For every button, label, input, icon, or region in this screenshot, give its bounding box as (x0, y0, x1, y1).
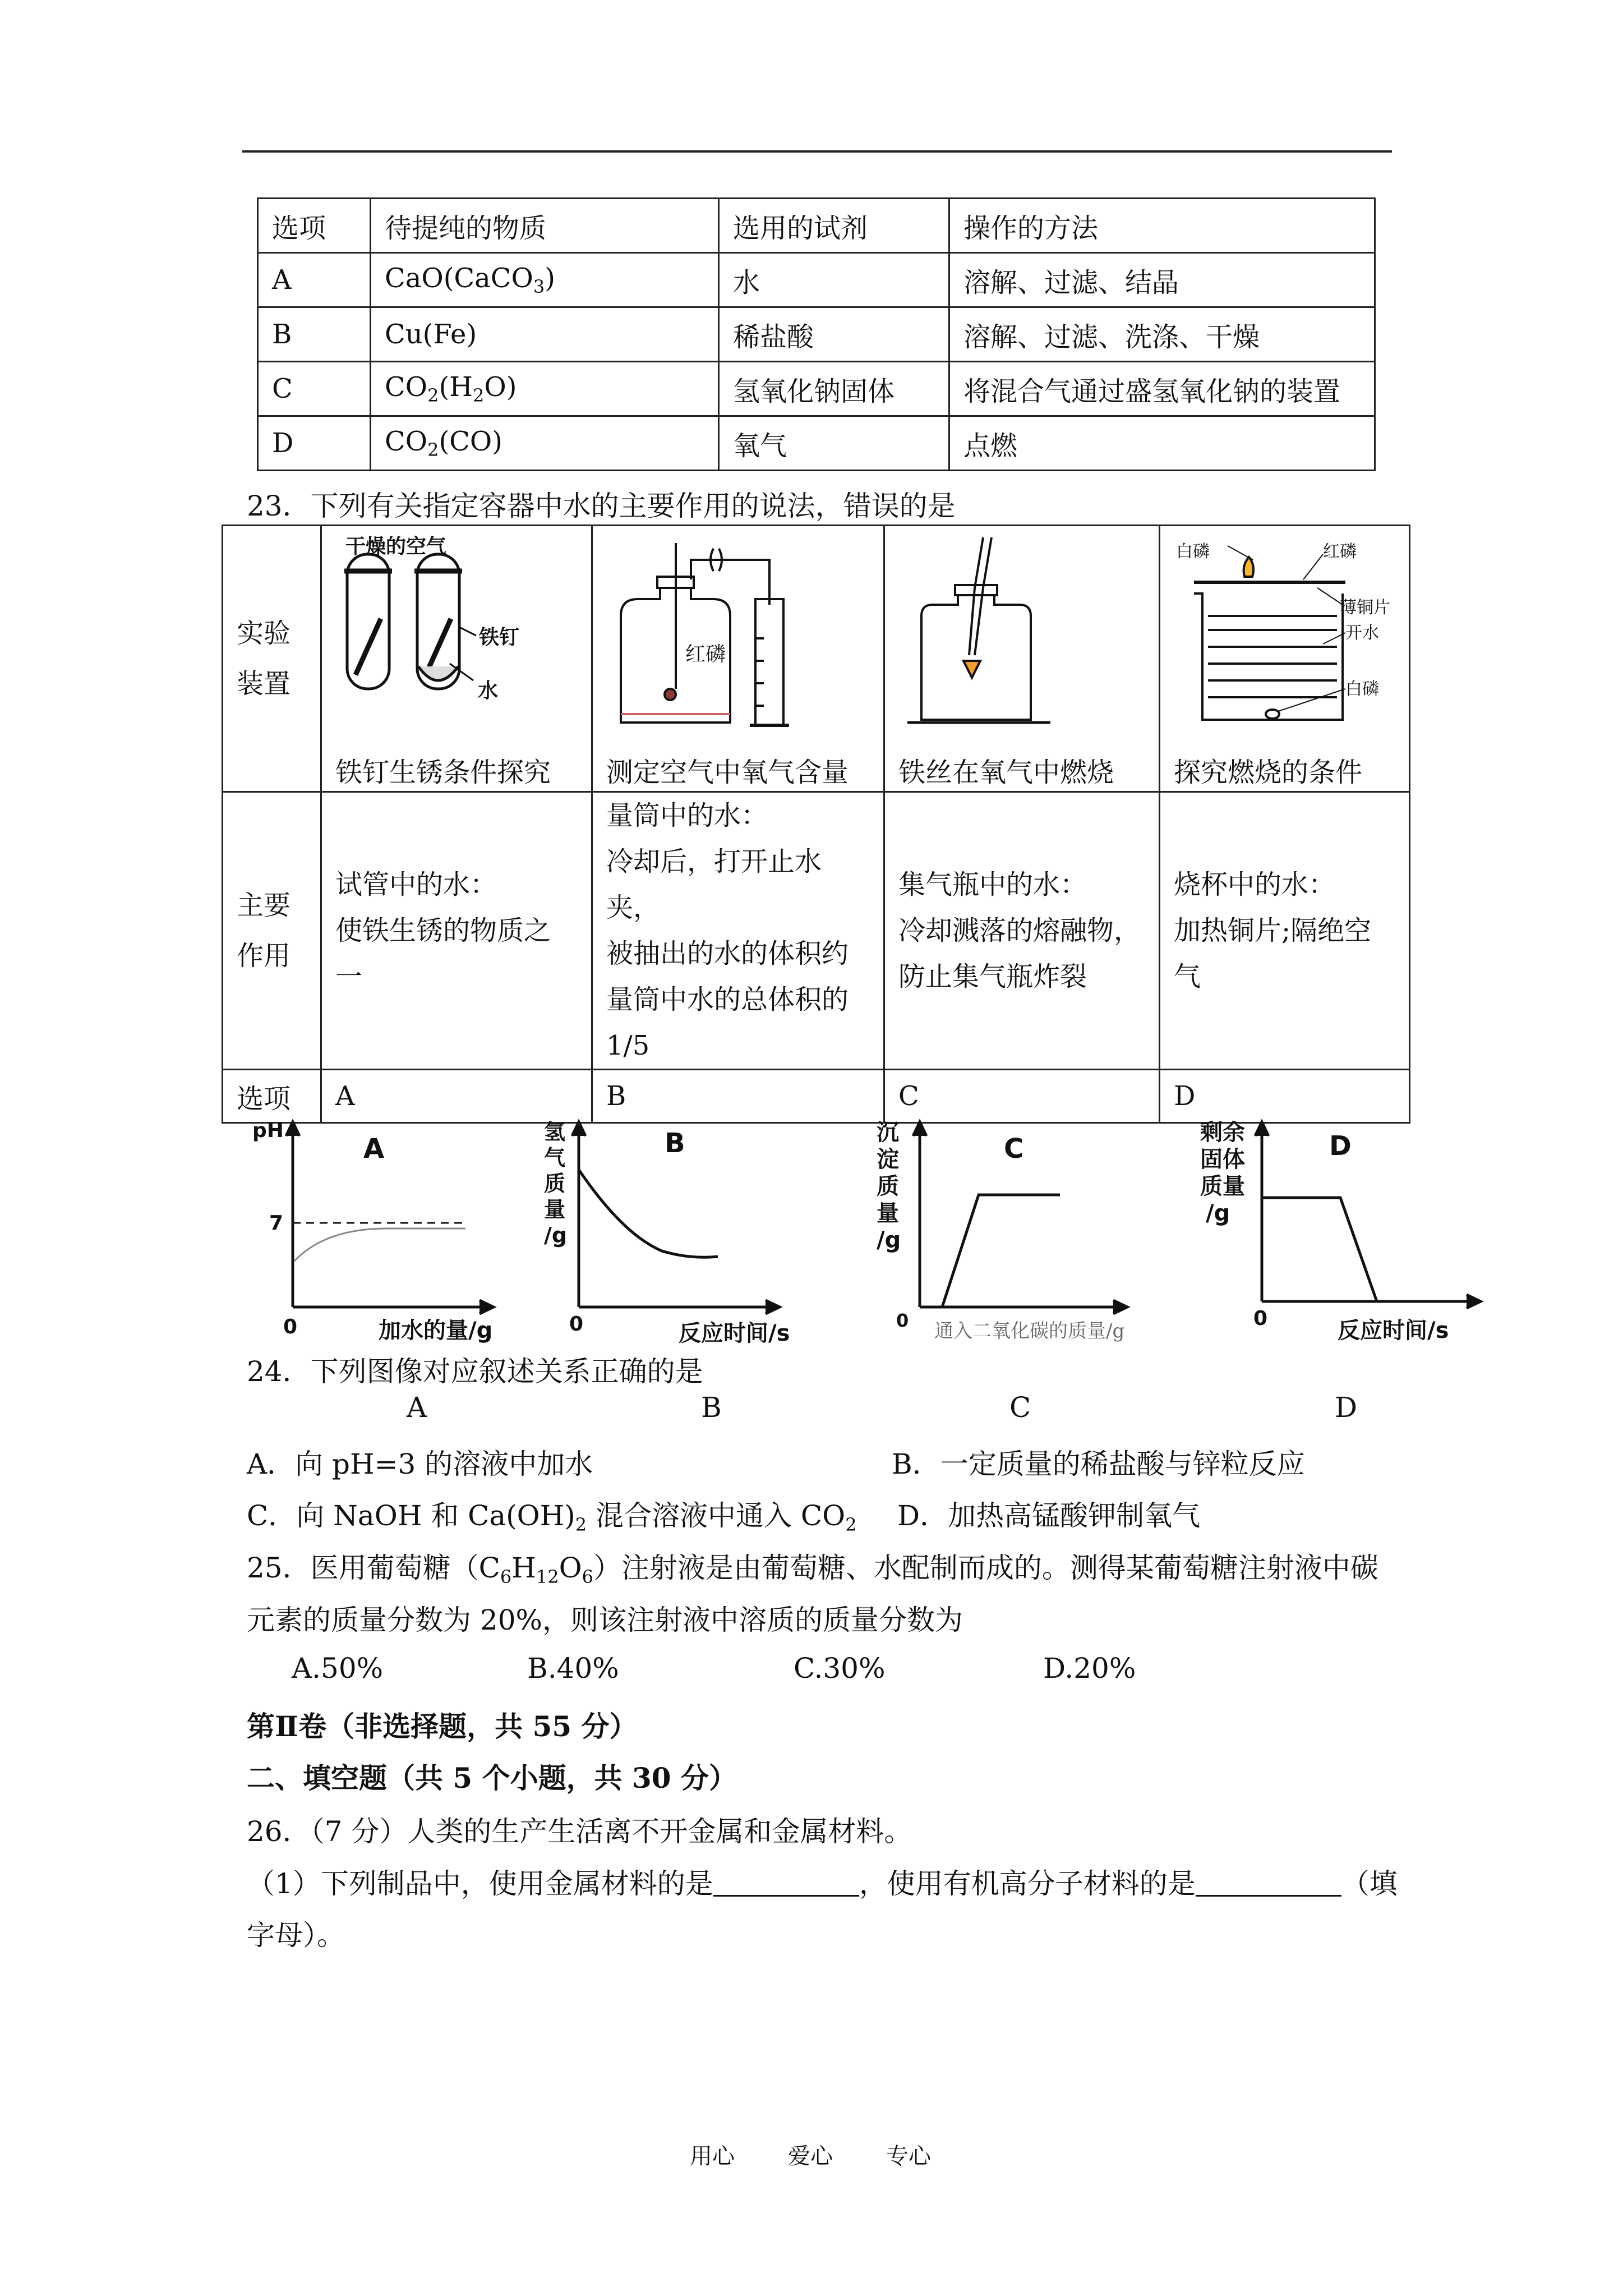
experiment-name: 探究燃烧的条件 (1174, 757, 1363, 788)
q24-graphs (241, 1116, 1503, 1352)
section-part2: 第Ⅱ卷（非选择题，共 55 分） (247, 1710, 638, 1743)
option-cell: C (884, 1070, 1160, 1123)
graph-b-xlabel: 反应时间/s (679, 1320, 790, 1346)
table-row (258, 362, 1375, 416)
row-label: 主要 作用 (223, 792, 321, 1070)
graph-a-ylabel: pH (252, 1119, 284, 1142)
option-cell: D (258, 416, 371, 471)
experiment-name: 测定空气中氧气含量 (606, 757, 849, 788)
oxygen-measure-figure (593, 526, 884, 751)
option-cell: A (321, 1070, 592, 1123)
option-row (223, 1070, 1410, 1123)
test-tube-figure (322, 526, 585, 751)
q23-stem: 23．下列有关指定容器中水的主要作用的说法，错误的是 (247, 490, 956, 522)
apparatus-cell-d (1160, 526, 1410, 792)
row-label: 实验 装置 (223, 526, 321, 792)
apparatus-cell-b (592, 526, 884, 792)
experiment-name: 铁钉生锈条件探究 (335, 757, 551, 788)
graph-d-title: D (1329, 1130, 1352, 1162)
section-fill: 二、填空题（共 5 个小题，共 30 分） (247, 1761, 737, 1795)
q24-option-d: D．加热高锰酸钾制氧气 (897, 1499, 1201, 1532)
graph-a-origin: 0 (283, 1315, 298, 1338)
header-cell: 选用的试剂 (719, 199, 949, 253)
table-row (258, 307, 1375, 362)
apparatus-cell-c (884, 526, 1160, 792)
method-cell: 溶解、过滤、洗涤、干燥 (949, 307, 1375, 362)
graph-c-title: C (1004, 1133, 1024, 1165)
reagent-cell: 水 (719, 253, 949, 307)
graph-d-xlabel: 反应时间/s (1338, 1318, 1449, 1343)
apparatus-cell-a (321, 526, 592, 792)
water-label: 水 (478, 679, 499, 702)
footer-text: 用心 (690, 2143, 735, 2169)
answer-blank[interactable] (713, 1870, 859, 1897)
red-phosphorus-label: 红磷 (685, 643, 726, 666)
role-cell: 量筒中的水： 冷却后，打开止水夹， 被抽出的水的体积约 量筒中水的总体积的 1/5 (592, 792, 884, 1070)
reagent-cell: 氧气 (719, 416, 949, 471)
white-phosphorus-label-2: 白磷 (1345, 679, 1379, 699)
graph-b-ylabel: 氢 气 质 量 /g (544, 1120, 568, 1248)
q25-line2: 元素的质量分数为 20%，则该注射液中溶质的质量分数为 (247, 1604, 963, 1636)
q25-option: D.20% (1043, 1652, 1136, 1685)
q26-sub1-cont: 字母）。 (247, 1919, 345, 1952)
option-cell: D (1160, 1070, 1410, 1123)
role-cell: 烧杯中的水： 加热铜片;隔绝空 气 (1160, 792, 1410, 1070)
graph-a-xlabel: 加水的量/g (379, 1318, 493, 1343)
graph-letter: A (407, 1391, 427, 1424)
graph-b-title: B (665, 1128, 685, 1159)
substance-cell: $CO_2(H_2O)$ (371, 362, 719, 416)
graph-d-origin: 0 (1253, 1307, 1268, 1330)
option-cell: C (258, 362, 371, 416)
option-cell: B (592, 1070, 884, 1123)
q25-option: A.50% (292, 1652, 384, 1685)
role-row (223, 792, 1410, 1070)
graph-b-origin: 0 (569, 1313, 584, 1336)
q24-stem: 24．下列图像对应叙述关系正确的是 (247, 1355, 703, 1388)
graph-c-ylabel: 沉 淀 质 量 /g (877, 1120, 901, 1253)
role-cell: 试管中的水： 使铁生锈的物质之 一 (321, 792, 592, 1070)
footer-text: 专心 (886, 2143, 931, 2169)
graph-a-tick: 7 (269, 1212, 284, 1235)
graph-a-title: A (363, 1133, 385, 1165)
q24-option-c: C．向 NaOH 和 $Ca(OH)_2$ 混合溶液中通入 $CO_2$ (247, 1499, 857, 1535)
substance-cell: CaO(CaCO$_3$) (371, 253, 719, 307)
graph-letter: D (1335, 1391, 1358, 1424)
table-row (258, 253, 1375, 307)
footer-text: 爱心 (788, 2143, 833, 2169)
header-cell: 待提纯的物质 (371, 199, 719, 253)
experiment-name: 铁丝在氧气中燃烧 (898, 757, 1114, 788)
row-label: 选项 (223, 1070, 321, 1123)
method-cell: 将混合气通过盛氢氧化钠的装置 (949, 362, 1375, 416)
graph-c-origin: 0 (896, 1310, 909, 1331)
graph-letter: B (701, 1391, 722, 1424)
graph-c-xlabel: 通入二氧化碳的质量/g (934, 1320, 1125, 1342)
substance-cell: Cu(Fe) (371, 307, 719, 362)
q25-line1: 25．医用葡萄糖$(C_6H_{12}O_6)$注射液是由葡萄糖、水配制而成的。测得某葡萄糖注射液中碳 (247, 1552, 1378, 1588)
apparatus-row (223, 526, 1410, 792)
copper-sheet-label: 薄铜片 (1340, 598, 1390, 618)
table-row (258, 416, 1375, 471)
boiling-water-label: 开水 (1345, 623, 1379, 643)
role-cell: 集气瓶中的水： 冷却溅落的熔融物， 防止集气瓶炸裂 (884, 792, 1160, 1070)
q24-option-a: A．向 pH=3 的溶液中加水 (247, 1448, 593, 1480)
header-rule (242, 150, 1392, 153)
white-phosphorus-label: 白磷 (1176, 542, 1210, 562)
dry-air-label: 干燥的空气 (345, 535, 447, 558)
option-cell: A (258, 253, 371, 307)
table-header-row (258, 199, 1375, 253)
answer-blank[interactable] (1196, 1870, 1341, 1897)
reagent-cell: 氢氧化钠固体 (719, 362, 949, 416)
reagent-cell: 稀盐酸 (719, 307, 949, 362)
red-phosphorus-label: 红磷 (1323, 542, 1357, 562)
q25-option: C.30% (794, 1652, 886, 1685)
substance-cell: $CO_2(CO)$ (371, 416, 719, 471)
option-cell: B (258, 307, 371, 362)
graph-letter: C (1009, 1391, 1031, 1424)
q26-sub1: （1）下列制品中，使用金属材料的是 ，使用有机高分子材料的是 （填 (247, 1867, 1398, 1900)
q24-option-b: B．一定质量的稀盐酸与锌粒反应 (892, 1448, 1305, 1480)
purification-table (257, 197, 1376, 471)
q25-option: B.40% (527, 1652, 619, 1685)
method-cell: 点燃 (949, 416, 1375, 471)
header-cell: 选项 (258, 199, 371, 253)
experiment-table (222, 524, 1410, 1124)
method-cell: 溶解、过滤、结晶 (949, 253, 1375, 307)
graph-d-ylabel: 剩余 固体 质量 /g (1200, 1120, 1245, 1226)
header-cell: 操作的方法 (949, 199, 1375, 253)
q26-stem: 26．（7 分）人类的生产生活离不开金属和金属材料。 (247, 1815, 912, 1848)
iron-nail-label: 铁钉 (479, 626, 520, 649)
iron-burning-figure (885, 526, 1154, 751)
